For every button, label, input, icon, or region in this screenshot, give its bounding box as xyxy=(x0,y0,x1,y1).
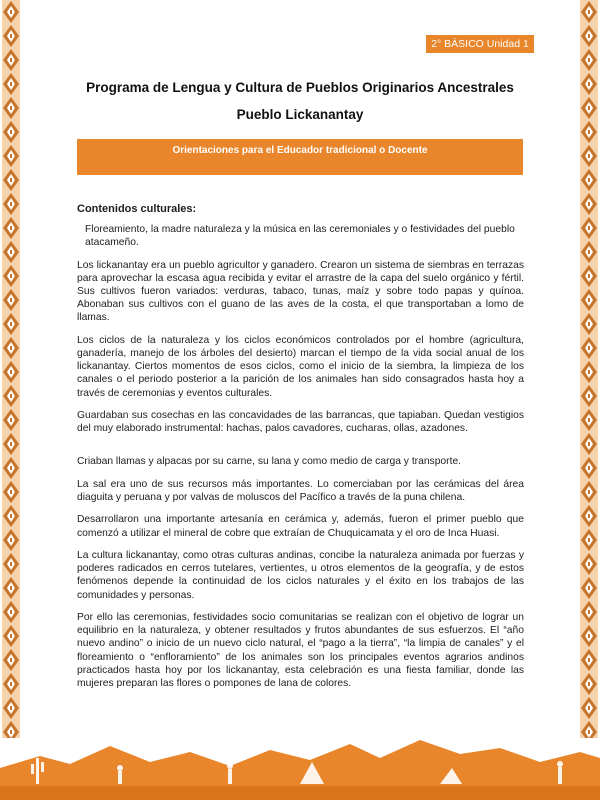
paragraph-livestock: Criaban llamas y alpacas por su carne, su lana y como medio de carga y transporte. xyxy=(77,456,462,468)
people-title: Pueblo Lickanantay xyxy=(236,107,364,122)
section-banner: Orientaciones para el Educador tradicional o Docente xyxy=(77,139,523,175)
footer-landscape-illustration xyxy=(0,738,600,800)
paragraph-cycles: Los ciclos de la naturaleza y los ciclos económicos controlados por el hombre (agricultura, ganadería, manejo de los árboles del desierto) marcan el tiempo de la vida social anual de los lickanantay. Ciertos momentos de esos ciclos, como el inicio de la siembra, la limpieza de los canales o el periodo posterior a la parición de los animales han sido consagrados hasta hoy a través de ceremonias y eventos culturales. xyxy=(77,334,524,399)
cultural-contents-summary: Floreamiento, la madre naturaleza y la música en las ceremoniales y o festividades del pueblo atacameño. xyxy=(85,224,515,249)
main-content xyxy=(77,203,524,699)
grade-unit-badge: 2° BÁSICO Unidad 1 xyxy=(426,35,534,53)
paragraph-worldview: La cultura lickanantay, como otras culturas andinas, concibe la naturaleza animada por fuerzas y poderes radicados en cerros tutelares, vertientes, u otros elementos de la geografía, y de estos fenómenos depende la continuidad de los ciclos naturales y el éxito en los trabajos de las comunidades y personas. xyxy=(77,550,524,601)
paragraph-crafts: Desarrollaron una importante artesanía en cerámica y, además, fueron el primer pueblo que comenzó a utilizar el mineral de cobre que extraían de Chuquicamata y el oro de Inca Huasi. xyxy=(77,514,524,539)
program-title: Programa de Lengua y Cultura de Pueblos Originarios Ancestrales xyxy=(86,80,514,95)
cultural-contents-heading: Contenidos culturales: xyxy=(77,203,197,215)
paragraph-agriculture: Los lickanantay era un pueblo agricultor y ganadero. Crearon un sistema de siembras en terrazas para aprovechar la escasa agua recibida y evitar el arrastre de la capa del suelo orgánico y fértil. Sus cultivos fueron variados: verduras, tabaco, tunas, maíz y sobre todo papas y quínoa. Abonaban sus cultivos con el guano de las aves de la costa, el que transportaban a lomo de llamas. xyxy=(77,259,524,324)
paragraph-harvest: Guardaban sus cosechas en las concavidades de las barrancas, que tapiaban. Quedan vestigios del muy elaborado instrumental: hachas, palos cavadores, cucharas, ollas, azadones. xyxy=(77,410,524,435)
paragraph-ceremonies: Por ello las ceremonias, festividades socio comunitarias se realizan con el objetivo de lograr un equilibrio en la naturaleza, y obtener resultados y frutos abundantes de sus esfuerzos. El “año nuevo andino” o inicio de un nuevo ciclo natural, el “pago a la tierra”, “la limpia de canales” y el floreamiento o “enfloramiento” de los animales son los principales eventos agrarios andinos practicados hasta hoy por los lickanantay, esta celebración es una fiesta familiar, donde las mujeres preparan las flores o pompones de lana de colores. xyxy=(77,612,524,690)
paragraph-salt: La sal era uno de sus recursos más importantes. Lo comerciaban por las cerámicas del área diaguita y peruana y por valvas de moluscos del Pacífico a través de la puna chilena. xyxy=(77,478,524,504)
